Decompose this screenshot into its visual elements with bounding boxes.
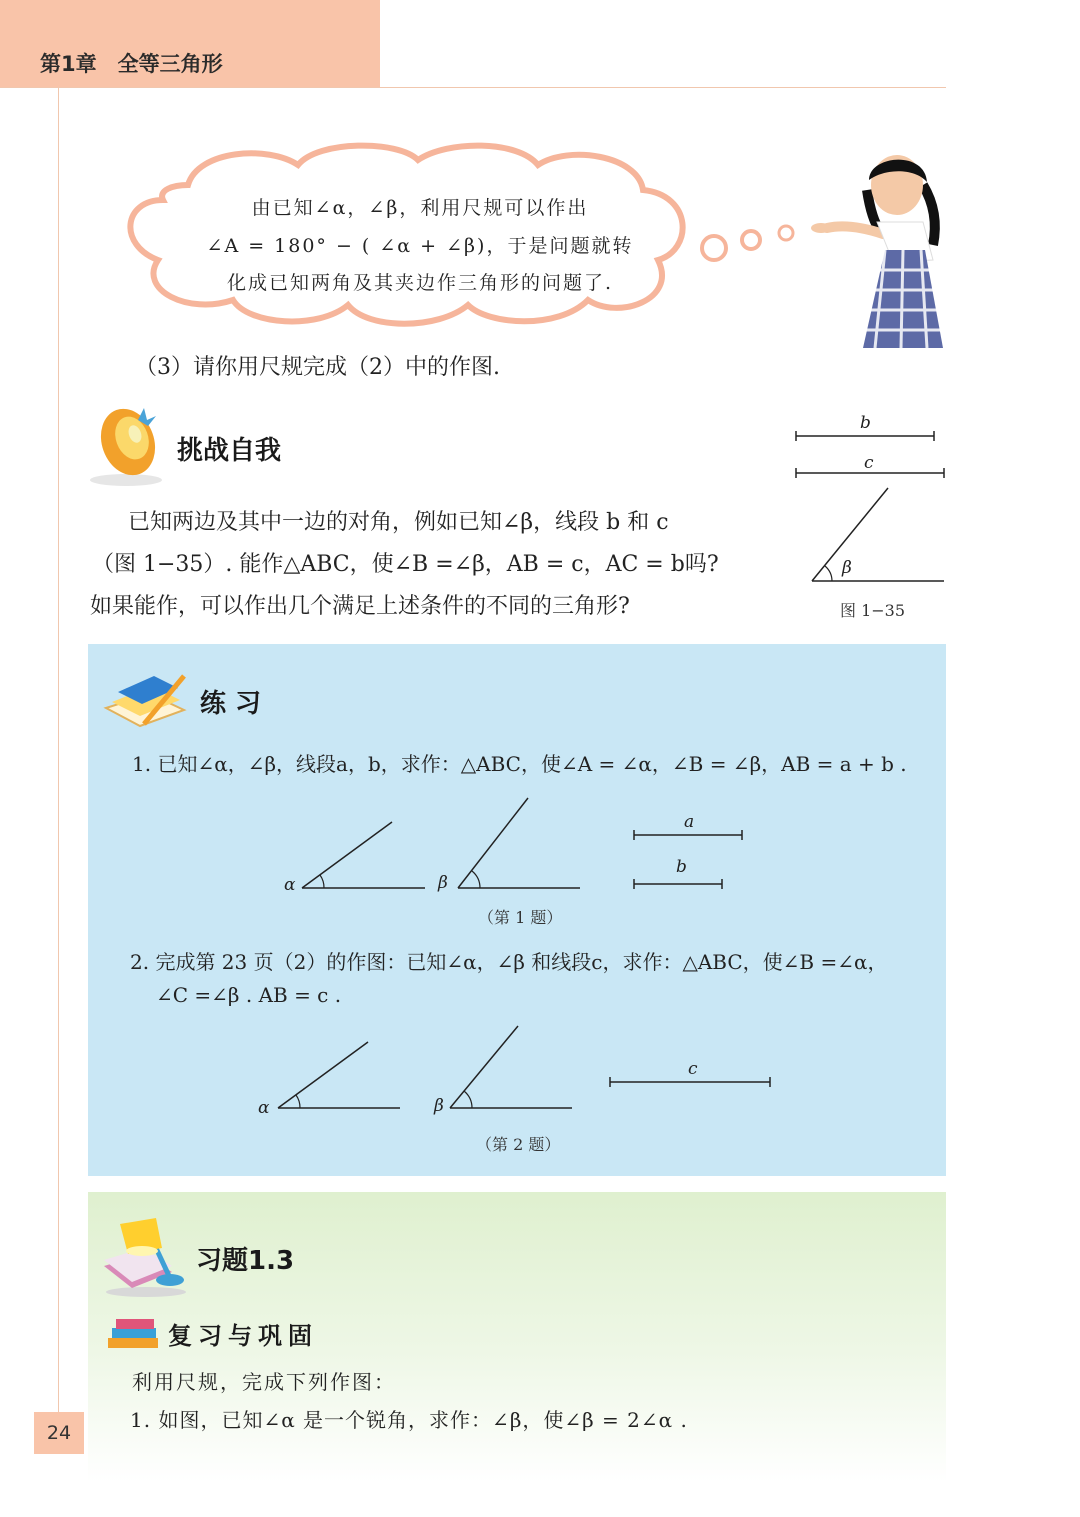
challenge-line-1: 已知两边及其中一边的对角，例如已知∠β，线段 b 和 c (128, 510, 669, 535)
header-divider (0, 87, 946, 88)
cloud-line-3: 化成已知两角及其夹边作三角形的问题了. (226, 272, 614, 294)
exercise-question-1: 1. 如图，已知∠α 是一个锐角，求作：∠β，使∠β = 2∠α . (130, 1408, 688, 1432)
q1-figure (270, 790, 760, 900)
q2-label-beta: β (434, 1096, 444, 1116)
q1-label-a: a (684, 812, 695, 832)
q1-caption: （第 1 题） (478, 908, 563, 927)
left-margin-rule (58, 88, 59, 1428)
review-subsection-title: 复习与巩固 (168, 1321, 318, 1350)
chapter-number: 第1章 (40, 52, 97, 76)
challenge-line-2: （图 1−35）. 能作△ABC，使∠B =∠β，AB = c，AC = b吗? (92, 552, 719, 577)
target-icon (86, 402, 166, 487)
books-pencil-icon (100, 668, 190, 734)
figure-label-b: b (860, 413, 871, 433)
girl-illustration (805, 150, 945, 348)
exercise-intro: 利用尺规，完成下列作图： (132, 1370, 396, 1394)
q2-caption: （第 2 题） (476, 1135, 561, 1154)
page-number: 24 (34, 1412, 84, 1454)
step-3-instruction: （3）请你用尺规完成（2）中的作图. (135, 355, 500, 380)
figure-label-beta: β (842, 558, 852, 578)
practice-question-2-line-1: 2. 完成第 23 页（2）的作图：已知∠α，∠β 和线段c，求作：△ABC，使∠B =∠α， (130, 950, 888, 974)
challenge-title: 挑战自我 (177, 436, 282, 466)
figure-1-35 (790, 408, 948, 590)
thought-bubbles (698, 222, 803, 262)
challenge-line-3: 如果能作，可以作出几个满足上述条件的不同的三角形? (90, 594, 630, 619)
cloud-line-2: ∠A = 180° − ( ∠α + ∠β)，于是问题就转 (206, 235, 634, 257)
lamp-book-icon (98, 1214, 190, 1298)
figure-label-c: c (864, 453, 874, 473)
q2-label-alpha: α (258, 1098, 270, 1118)
chapter-title: 全等三角形 (117, 52, 223, 76)
stacked-books-icon (104, 1316, 164, 1352)
practice-question-2-line-2: ∠C =∠β . AB = c . (156, 983, 342, 1007)
q1-label-alpha: α (284, 875, 296, 895)
q2-label-c: c (688, 1059, 698, 1079)
chapter-header (40, 48, 223, 78)
practice-title: 练 习 (200, 689, 262, 719)
q2-figure (250, 1020, 780, 1120)
practice-question-1: 1. 已知∠α，∠β，线段a，b，求作：△ABC，使∠A = ∠α，∠B = ∠β，AB = a + b . (132, 752, 907, 776)
q1-label-b: b (676, 857, 687, 877)
q1-label-beta: β (438, 873, 448, 893)
exercise-title: 习题1.3 (196, 1246, 295, 1276)
figure-1-35-caption: 图 1−35 (840, 601, 906, 620)
cloud-line-1: 由已知∠α，∠β，利用尺规可以作出 (251, 197, 589, 219)
